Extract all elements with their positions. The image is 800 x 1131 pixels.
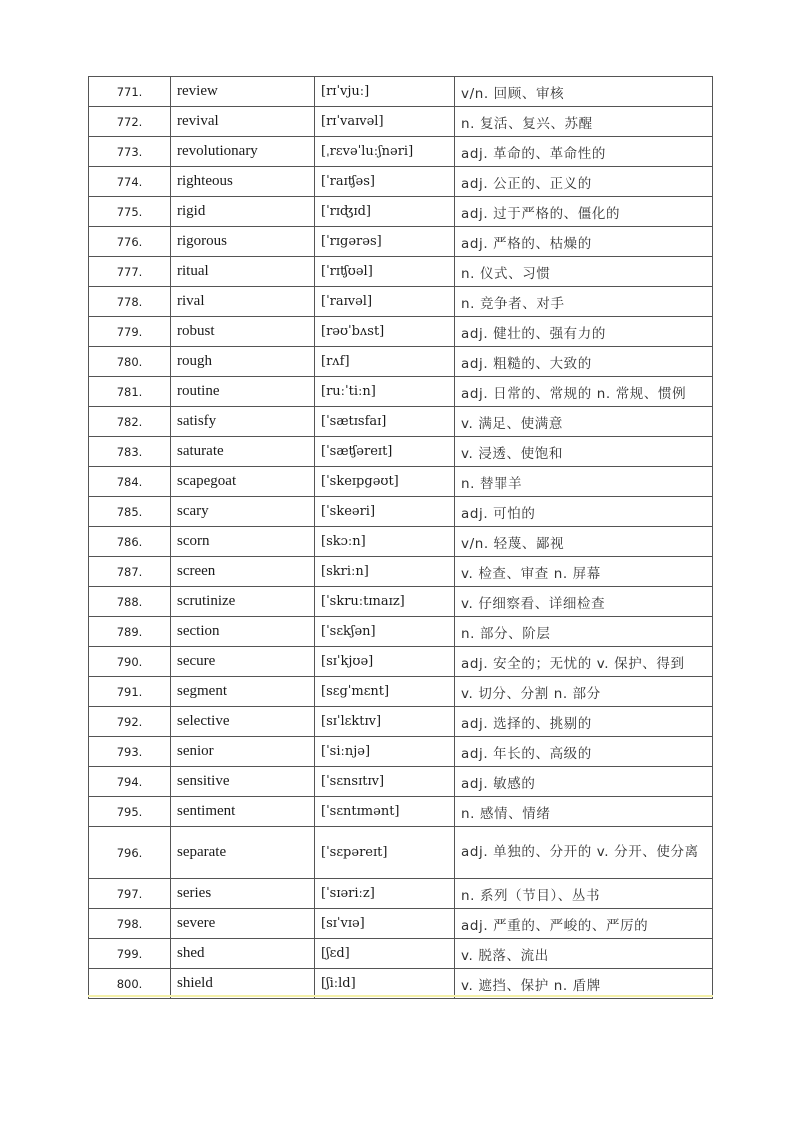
entry-word: shield	[171, 969, 315, 999]
entry-definition: adj. 年长的、高级的	[455, 737, 713, 767]
entry-number: 778.	[89, 287, 171, 317]
table-row	[89, 909, 713, 939]
entry-number: 796.	[89, 827, 171, 879]
entry-number: 784.	[89, 467, 171, 497]
entry-word: severe	[171, 909, 315, 939]
entry-definition: adj. 安全的；无忧的 v. 保护、得到	[455, 647, 713, 677]
entry-definition: adj. 单独的、分开的 v. 分开、使分离	[455, 827, 713, 879]
entry-phonetic: [rɪˈvjuː]	[315, 77, 455, 107]
entry-definition: adj. 健壮的、强有力的	[455, 317, 713, 347]
table-bottom-highlight	[88, 995, 713, 997]
table-row	[89, 767, 713, 797]
table-row	[89, 137, 713, 167]
entry-phonetic: [ˈrɪʤɪd]	[315, 197, 455, 227]
entry-phonetic: [ˈrɪgərəs]	[315, 227, 455, 257]
table-row	[89, 557, 713, 587]
entry-number: 780.	[89, 347, 171, 377]
entry-number: 790.	[89, 647, 171, 677]
table-row	[89, 317, 713, 347]
entry-definition: adj. 公正的、正义的	[455, 167, 713, 197]
entry-word: rigorous	[171, 227, 315, 257]
entry-word: section	[171, 617, 315, 647]
entry-definition: n. 替罪羊	[455, 467, 713, 497]
entry-phonetic: [ˈsɛntɪmənt]	[315, 797, 455, 827]
entry-phonetic: [ˈsɛpəreɪt]	[315, 827, 455, 879]
table-row	[89, 617, 713, 647]
table-row	[89, 257, 713, 287]
table-row	[89, 407, 713, 437]
entry-word: ritual	[171, 257, 315, 287]
entry-number: 773.	[89, 137, 171, 167]
entry-definition: v. 脱落、流出	[455, 939, 713, 969]
entry-number: 798.	[89, 909, 171, 939]
table-row	[89, 167, 713, 197]
entry-definition: v. 仔细察看、详细检查	[455, 587, 713, 617]
entry-definition: adj. 日常的、常规的 n. 常规、惯例	[455, 377, 713, 407]
entry-phonetic: [rəʊˈbʌst]	[315, 317, 455, 347]
entry-word: sentiment	[171, 797, 315, 827]
table-row	[89, 527, 713, 557]
entry-phonetic: [ˈsiːnjə]	[315, 737, 455, 767]
table-row	[89, 939, 713, 969]
entry-definition: v. 切分、分割 n. 部分	[455, 677, 713, 707]
table-row	[89, 737, 713, 767]
table-row	[89, 677, 713, 707]
entry-phonetic: [ʃɛd]	[315, 939, 455, 969]
entry-word: review	[171, 77, 315, 107]
entry-number: 797.	[89, 879, 171, 909]
vocabulary-table	[88, 76, 713, 999]
table-row	[89, 969, 713, 999]
entry-definition: v. 遮挡、保护 n. 盾牌	[455, 969, 713, 999]
entry-phonetic: [ˈraɪvəl]	[315, 287, 455, 317]
entry-definition: adj. 敏感的	[455, 767, 713, 797]
entry-definition: v/n. 回顾、审核	[455, 77, 713, 107]
entry-word: scapegoat	[171, 467, 315, 497]
entry-phonetic: [ˈrɪʧʊəl]	[315, 257, 455, 287]
entry-word: separate	[171, 827, 315, 879]
table-row	[89, 377, 713, 407]
entry-phonetic: [ˈraɪʧəs]	[315, 167, 455, 197]
entry-definition: n. 感情、情绪	[455, 797, 713, 827]
entry-number: 782.	[89, 407, 171, 437]
entry-number: 785.	[89, 497, 171, 527]
table-row	[89, 437, 713, 467]
entry-word: secure	[171, 647, 315, 677]
entry-phonetic: [ruːˈtiːn]	[315, 377, 455, 407]
entry-phonetic: [ˈskeəri]	[315, 497, 455, 527]
entry-word: scary	[171, 497, 315, 527]
entry-number: 775.	[89, 197, 171, 227]
entry-definition: adj. 严格的、枯燥的	[455, 227, 713, 257]
entry-word: scorn	[171, 527, 315, 557]
entry-word: rigid	[171, 197, 315, 227]
entry-phonetic: [ˈskeɪpgəʊt]	[315, 467, 455, 497]
entry-number: 781.	[89, 377, 171, 407]
entry-phonetic: [skɔːn]	[315, 527, 455, 557]
table-row	[89, 107, 713, 137]
entry-number: 789.	[89, 617, 171, 647]
entry-phonetic: [ˌrɛvəˈluːʃnəri]	[315, 137, 455, 167]
entry-phonetic: [ˈsæʧəreɪt]	[315, 437, 455, 467]
table-row	[89, 287, 713, 317]
entry-number: 783.	[89, 437, 171, 467]
table-row	[89, 797, 713, 827]
table-row	[89, 227, 713, 257]
entry-number: 787.	[89, 557, 171, 587]
entry-word: routine	[171, 377, 315, 407]
entry-number: 791.	[89, 677, 171, 707]
entry-definition: adj. 选择的、挑剔的	[455, 707, 713, 737]
table-row	[89, 77, 713, 107]
entry-word: segment	[171, 677, 315, 707]
entry-word: series	[171, 879, 315, 909]
entry-word: screen	[171, 557, 315, 587]
entry-phonetic: [ˈskruːtɪnaɪz]	[315, 587, 455, 617]
table-row	[89, 347, 713, 377]
table-row	[89, 197, 713, 227]
table-row	[89, 647, 713, 677]
entry-number: 793.	[89, 737, 171, 767]
table-row	[89, 467, 713, 497]
entry-definition: v. 满足、使满意	[455, 407, 713, 437]
table-row	[89, 497, 713, 527]
entry-definition: v. 检查、审查 n. 屏幕	[455, 557, 713, 587]
entry-word: righteous	[171, 167, 315, 197]
entry-word: senior	[171, 737, 315, 767]
entry-definition: adj. 过于严格的、僵化的	[455, 197, 713, 227]
entry-definition: adj. 严重的、严峻的、严厉的	[455, 909, 713, 939]
table-row	[89, 827, 713, 879]
entry-definition: n. 仪式、习惯	[455, 257, 713, 287]
entry-phonetic: [rʌf]	[315, 347, 455, 377]
entry-phonetic: [sɪˈvɪə]	[315, 909, 455, 939]
entry-definition: adj. 可怕的	[455, 497, 713, 527]
table-row	[89, 587, 713, 617]
entry-number: 771.	[89, 77, 171, 107]
entry-definition: adj. 革命的、革命性的	[455, 137, 713, 167]
entry-number: 799.	[89, 939, 171, 969]
entry-number: 794.	[89, 767, 171, 797]
entry-word: sensitive	[171, 767, 315, 797]
entry-word: selective	[171, 707, 315, 737]
entry-number: 788.	[89, 587, 171, 617]
entry-word: saturate	[171, 437, 315, 467]
entry-definition: v/n. 轻蔑、鄙视	[455, 527, 713, 557]
entry-phonetic: [rɪˈvaɪvəl]	[315, 107, 455, 137]
entry-word: rival	[171, 287, 315, 317]
vocabulary-table-body	[89, 77, 713, 999]
entry-word: revolutionary	[171, 137, 315, 167]
entry-definition: n. 竞争者、对手	[455, 287, 713, 317]
table-row	[89, 707, 713, 737]
entry-word: shed	[171, 939, 315, 969]
entry-phonetic: [ˈsɛnsɪtɪv]	[315, 767, 455, 797]
entry-phonetic: [sɪˈkjʊə]	[315, 647, 455, 677]
entry-number: 777.	[89, 257, 171, 287]
entry-word: rough	[171, 347, 315, 377]
entry-phonetic: [ˈsɛkʃən]	[315, 617, 455, 647]
entry-word: satisfy	[171, 407, 315, 437]
entry-number: 792.	[89, 707, 171, 737]
entry-phonetic: [ˈsætɪsfaɪ]	[315, 407, 455, 437]
entry-phonetic: [sɛgˈmɛnt]	[315, 677, 455, 707]
entry-phonetic: [sɪˈlɛktɪv]	[315, 707, 455, 737]
entry-definition: v. 浸透、使饱和	[455, 437, 713, 467]
table-row	[89, 879, 713, 909]
entry-number: 779.	[89, 317, 171, 347]
entry-number: 795.	[89, 797, 171, 827]
entry-definition: n. 系列（节目）、丛书	[455, 879, 713, 909]
entry-phonetic: [skriːn]	[315, 557, 455, 587]
entry-phonetic: [ˈsɪəriːz]	[315, 879, 455, 909]
entry-phonetic: [ʃiːld]	[315, 969, 455, 999]
entry-number: 772.	[89, 107, 171, 137]
entry-word: revival	[171, 107, 315, 137]
entry-number: 786.	[89, 527, 171, 557]
entry-word: robust	[171, 317, 315, 347]
entry-definition: n. 复活、复兴、苏醒	[455, 107, 713, 137]
entry-number: 776.	[89, 227, 171, 257]
entry-word: scrutinize	[171, 587, 315, 617]
entry-definition: adj. 粗糙的、大致的	[455, 347, 713, 377]
entry-number: 774.	[89, 167, 171, 197]
entry-definition: n. 部分、阶层	[455, 617, 713, 647]
entry-number: 800.	[89, 969, 171, 999]
